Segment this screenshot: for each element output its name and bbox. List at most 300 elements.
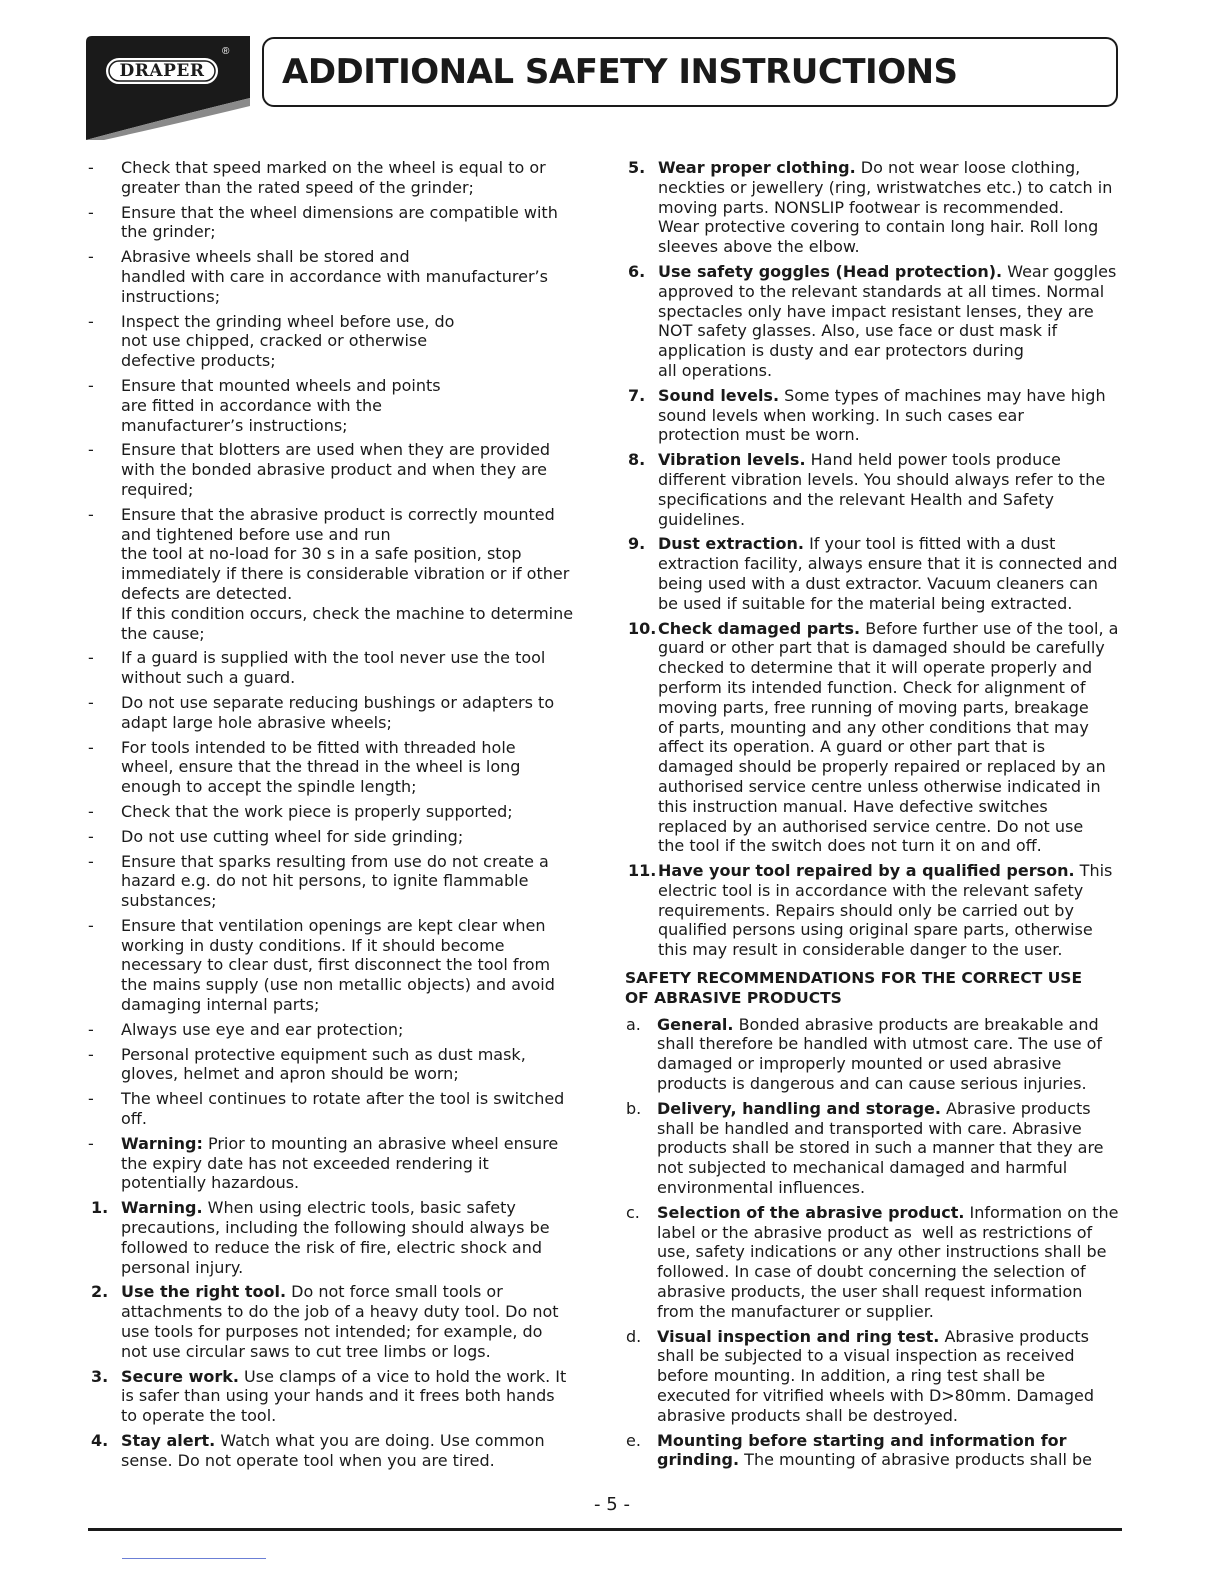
item-line bbox=[121, 827, 588, 847]
item-line bbox=[658, 574, 1125, 594]
item-marker: 3. bbox=[91, 1366, 109, 1386]
item-line bbox=[658, 901, 1125, 921]
dash-list-item bbox=[88, 247, 588, 306]
item-line bbox=[658, 698, 1125, 718]
item-line bbox=[658, 638, 1125, 658]
item-text: gloves, helmet and apron should be worn; bbox=[121, 1064, 459, 1084]
item-text: Prior to mounting an abrasive wheel ensure bbox=[202, 1133, 559, 1153]
item-marker: - bbox=[88, 311, 94, 331]
item-marker: e. bbox=[626, 1430, 641, 1450]
item-text: Some types of machines may have high bbox=[779, 385, 1106, 405]
item-line bbox=[658, 658, 1125, 678]
item-line bbox=[658, 341, 1125, 361]
item-text: Personal protective equipment such as dust mask, bbox=[121, 1044, 526, 1064]
item-marker: - bbox=[88, 648, 94, 668]
item-line bbox=[658, 797, 1125, 817]
section-heading-line: SAFETY RECOMMENDATIONS FOR THE CORRECT USE bbox=[625, 969, 1083, 988]
item-text: Ensure that mounted wheels and points bbox=[121, 375, 441, 395]
item-line bbox=[657, 1431, 1125, 1451]
item-line bbox=[121, 995, 588, 1015]
item-text: all operations. bbox=[658, 360, 773, 380]
item-text: hazard e.g. do not hit persons, to ignite flammable bbox=[121, 871, 529, 891]
item-line bbox=[121, 777, 588, 797]
item-lead: Have your tool repaired by a qualified person. bbox=[658, 861, 1075, 881]
item-text: not use circular saws to cut tree limbs or logs. bbox=[121, 1341, 491, 1361]
item-line bbox=[121, 247, 588, 267]
item-text: The mounting of abrasive products shall be bbox=[739, 1450, 1093, 1470]
item-line bbox=[121, 693, 588, 713]
item-line bbox=[121, 1064, 588, 1084]
item-line bbox=[658, 757, 1125, 777]
item-text: checked to determine that it will operate properly and bbox=[658, 658, 1093, 678]
item-text: Ensure that sparks resulting from use do not create a bbox=[121, 851, 549, 871]
item-text: the tool at no-load for 30 s in a safe position, stop bbox=[121, 544, 522, 564]
item-text: damaged should be properly repaired or replaced by an bbox=[658, 757, 1106, 777]
numbered-list-item bbox=[625, 386, 1125, 445]
item-lead: Use the right tool. bbox=[121, 1282, 287, 1302]
item-line bbox=[657, 1366, 1125, 1386]
item-line bbox=[121, 1218, 588, 1238]
item-line bbox=[658, 817, 1125, 837]
item-lead: grinding. bbox=[657, 1450, 740, 1470]
item-line bbox=[121, 1109, 588, 1129]
item-text: handled with care in accordance with manufacturer’s bbox=[121, 266, 548, 286]
item-text: precautions, including the following should always be bbox=[121, 1218, 550, 1238]
item-text: damaging internal parts; bbox=[121, 995, 320, 1015]
item-text: defective products; bbox=[121, 351, 276, 371]
item-text: shall therefore be handled with utmost care. The use of bbox=[657, 1034, 1103, 1054]
item-lead: Warning. bbox=[121, 1198, 203, 1218]
item-line bbox=[658, 262, 1125, 282]
item-text: Ensure that the wheel dimensions are compatible with bbox=[121, 202, 558, 222]
item-marker: - bbox=[88, 375, 94, 395]
dash-list-item bbox=[88, 738, 588, 797]
item-lead: Warning: bbox=[121, 1133, 203, 1153]
item-text: perform its intended function. Check for alignment of bbox=[658, 677, 1086, 697]
item-text: If your tool is fitted with a dust bbox=[804, 534, 1056, 554]
numbered-list-item bbox=[625, 534, 1125, 613]
item-line bbox=[658, 470, 1125, 490]
item-line bbox=[121, 871, 588, 891]
item-marker: 1. bbox=[91, 1198, 109, 1218]
brand-name: DRAPER bbox=[119, 61, 205, 81]
item-line bbox=[121, 1020, 588, 1040]
item-line bbox=[121, 975, 588, 995]
item-line bbox=[657, 1327, 1125, 1347]
item-line bbox=[657, 1099, 1125, 1119]
item-marker: - bbox=[88, 1133, 94, 1153]
item-line bbox=[658, 881, 1125, 901]
item-text: instructions; bbox=[121, 286, 221, 306]
item-line bbox=[658, 198, 1125, 218]
item-text: Wear protective covering to contain long hair. Roll long bbox=[658, 217, 1099, 237]
item-line bbox=[658, 158, 1125, 178]
item-line bbox=[121, 396, 588, 416]
item-text: necessary to clear dust, first disconnect the tool from bbox=[121, 955, 551, 975]
item-line bbox=[658, 217, 1125, 237]
item-text: be used if suitable for the material being extracted. bbox=[658, 593, 1073, 613]
item-line bbox=[121, 1198, 588, 1218]
item-line bbox=[121, 178, 588, 198]
item-text: application is dusty and ear protectors during bbox=[658, 341, 1024, 361]
dash-list-item bbox=[88, 376, 588, 435]
dash-list-item bbox=[88, 693, 588, 733]
item-text: The wheel continues to rotate after the tool is switched bbox=[121, 1089, 565, 1109]
dash-list-item bbox=[88, 440, 588, 499]
item-line bbox=[657, 1242, 1125, 1262]
dash-list-item bbox=[88, 1020, 588, 1040]
item-lead: Delivery, handling and storage. bbox=[657, 1098, 941, 1118]
item-line bbox=[658, 920, 1125, 940]
item-text: Ensure that ventilation openings are kept clear when bbox=[121, 915, 546, 935]
item-line bbox=[121, 955, 588, 975]
item-line bbox=[657, 1302, 1125, 1322]
item-text: Inspect the grinding wheel before use, do bbox=[121, 311, 455, 331]
item-line bbox=[121, 1451, 588, 1471]
item-text: abrasive products shall be destroyed. bbox=[657, 1405, 959, 1425]
numbered-list-item bbox=[88, 1198, 588, 1277]
item-marker: d. bbox=[626, 1326, 642, 1346]
item-line bbox=[121, 648, 588, 668]
item-line bbox=[658, 406, 1125, 426]
item-text: approved to the relevant standards at all times. Normal bbox=[658, 281, 1105, 301]
item-line bbox=[121, 1302, 588, 1322]
item-lead: Secure work. bbox=[121, 1366, 239, 1386]
item-line bbox=[658, 777, 1125, 797]
item-line bbox=[658, 940, 1125, 960]
item-text: without such a guard. bbox=[121, 668, 296, 688]
item-marker: 6. bbox=[628, 261, 646, 281]
item-text: shall be handled and transported with care. Abrasive bbox=[657, 1118, 1082, 1138]
item-line bbox=[121, 624, 588, 644]
item-text: requirements. Repairs should only be carried out by bbox=[658, 900, 1074, 920]
item-text: not use chipped, cracked or otherwise bbox=[121, 331, 428, 351]
item-lead: Wear proper clothing. bbox=[658, 158, 856, 177]
dash-list-item bbox=[88, 827, 588, 847]
numbered-list-item bbox=[625, 262, 1125, 381]
item-lead: Check damaged parts. bbox=[658, 618, 861, 638]
item-marker: 5. bbox=[628, 158, 646, 177]
item-line bbox=[658, 678, 1125, 698]
item-line bbox=[121, 1134, 588, 1154]
item-text: sound levels when working. In such cases ear bbox=[658, 405, 1024, 425]
footer-divider bbox=[88, 1528, 1122, 1531]
item-marker: - bbox=[88, 1019, 94, 1039]
item-line bbox=[657, 1223, 1125, 1243]
item-line bbox=[121, 222, 588, 242]
item-text: specifications and the relevant Health and Safety bbox=[658, 489, 1054, 509]
item-line bbox=[121, 738, 588, 758]
item-marker: - bbox=[88, 504, 94, 524]
item-text: are fitted in accordance with the bbox=[121, 395, 382, 415]
item-line bbox=[658, 534, 1125, 554]
item-marker: - bbox=[88, 440, 94, 460]
item-text: different vibration levels. You should always refer to the bbox=[658, 469, 1106, 489]
item-line bbox=[657, 1282, 1125, 1302]
item-text: Ensure that blotters are used when they are provided bbox=[121, 440, 551, 460]
item-text: Use clamps of a vice to hold the work. It bbox=[238, 1366, 567, 1386]
item-text: Abrasive products bbox=[939, 1326, 1089, 1346]
item-line bbox=[121, 668, 588, 688]
item-marker: - bbox=[88, 692, 94, 712]
item-marker: - bbox=[88, 202, 94, 222]
right-numbered-list bbox=[625, 158, 1125, 960]
item-lead: Dust extraction. bbox=[658, 534, 804, 554]
item-line bbox=[658, 321, 1125, 341]
item-lead: Sound levels. bbox=[658, 385, 780, 405]
item-marker: - bbox=[88, 1044, 94, 1064]
dash-list-item bbox=[88, 312, 588, 371]
item-line bbox=[658, 861, 1125, 881]
item-text: NOT safety glasses. Also, use face or dust mask if bbox=[658, 321, 1058, 341]
item-line bbox=[658, 302, 1125, 322]
item-line bbox=[121, 440, 588, 460]
item-text: qualified persons using original spare parts, otherwise bbox=[658, 920, 1093, 940]
item-marker: - bbox=[88, 158, 94, 177]
dash-list-item bbox=[88, 852, 588, 911]
item-lead: Stay alert. bbox=[121, 1431, 216, 1451]
numbered-list-item bbox=[88, 1431, 588, 1471]
item-line bbox=[658, 361, 1125, 381]
item-line bbox=[121, 1173, 588, 1193]
item-line bbox=[121, 1045, 588, 1065]
item-text: Check that the work piece is properly supported; bbox=[121, 801, 513, 821]
item-line bbox=[121, 802, 588, 822]
left-numbered-list bbox=[88, 1198, 588, 1470]
item-line bbox=[658, 737, 1125, 757]
item-text: sleeves above the elbow. bbox=[658, 237, 860, 257]
numbered-list-item bbox=[88, 1282, 588, 1361]
item-text: Check that speed marked on the wheel is equal to or bbox=[121, 158, 546, 177]
item-lead: Use safety goggles (Head protection). bbox=[658, 261, 1003, 281]
item-line bbox=[121, 1154, 588, 1174]
page-title-box bbox=[262, 37, 1118, 107]
item-text: Bonded abrasive products are breakable and bbox=[733, 1014, 1099, 1034]
item-text: products shall be stored in such a manner that they are bbox=[657, 1138, 1104, 1158]
item-line bbox=[658, 510, 1125, 530]
dash-list-item bbox=[88, 802, 588, 822]
item-text: guidelines. bbox=[658, 509, 746, 529]
item-text: executed for vitrified wheels with D>80mm. Damaged bbox=[657, 1386, 1095, 1406]
item-marker: 4. bbox=[91, 1431, 109, 1451]
item-line bbox=[121, 351, 588, 371]
item-text: use, safety indications or any other instructions shall be bbox=[657, 1242, 1107, 1262]
item-line bbox=[657, 1262, 1125, 1282]
item-marker: 10. bbox=[628, 618, 657, 638]
item-line bbox=[658, 619, 1125, 639]
item-line bbox=[658, 718, 1125, 738]
right-column bbox=[625, 158, 1125, 1475]
item-text: followed. In case of doubt concerning the selection of bbox=[657, 1262, 1086, 1282]
item-text: replaced by an authorised service centre. Do not use bbox=[658, 816, 1084, 836]
item-line bbox=[657, 1178, 1125, 1198]
numbered-list-item bbox=[88, 1367, 588, 1426]
lettered-list-item bbox=[625, 1015, 1125, 1094]
item-line bbox=[121, 480, 588, 500]
item-text: greater than the rated speed of the grinder; bbox=[121, 177, 474, 197]
item-text: spectacles only have impact resistant lenses, they are bbox=[658, 301, 1094, 321]
right-lettered-list bbox=[625, 1015, 1125, 1471]
numbered-list-item bbox=[625, 861, 1125, 960]
item-text: before mounting. In addition, a ring test shall be bbox=[657, 1366, 1046, 1386]
footer-link-underline bbox=[122, 1558, 266, 1559]
dash-list-item bbox=[88, 505, 588, 644]
item-marker: - bbox=[88, 737, 94, 757]
item-text: substances; bbox=[121, 891, 217, 911]
dash-list-item bbox=[88, 203, 588, 243]
item-text: this instruction manual. Have defective switches bbox=[658, 796, 1048, 816]
item-text: abrasive products, the user shall request information bbox=[657, 1282, 1083, 1302]
item-line bbox=[658, 554, 1125, 574]
item-text: When using electric tools, basic safety bbox=[202, 1198, 516, 1218]
item-line bbox=[121, 505, 588, 525]
item-line bbox=[657, 1346, 1125, 1366]
item-text: environmental influences. bbox=[657, 1178, 866, 1198]
dash-list-item bbox=[88, 1089, 588, 1129]
item-line bbox=[657, 1203, 1125, 1223]
item-line bbox=[657, 1138, 1125, 1158]
item-line bbox=[657, 1074, 1125, 1094]
item-line bbox=[658, 425, 1125, 445]
item-text: authorised service centre unless otherwise indicated in bbox=[658, 776, 1101, 796]
item-text: followed to reduce the risk of fire, electric shock and bbox=[121, 1237, 543, 1257]
left-column bbox=[88, 158, 588, 1476]
item-text: affect its operation. A guard or other part that is bbox=[658, 737, 1046, 757]
item-text: with the bonded abrasive product and when they are bbox=[121, 460, 548, 480]
item-text: required; bbox=[121, 479, 194, 499]
item-line bbox=[121, 564, 588, 584]
item-text: protection must be worn. bbox=[658, 425, 860, 445]
item-text: potentially hazardous. bbox=[121, 1173, 300, 1193]
item-marker: 8. bbox=[628, 450, 646, 470]
item-marker: 11. bbox=[628, 861, 657, 881]
item-text: the cause; bbox=[121, 623, 205, 643]
registered-mark: ® bbox=[222, 46, 230, 57]
item-text: adapt large hole abrasive wheels; bbox=[121, 712, 392, 732]
item-line bbox=[121, 312, 588, 332]
item-marker: - bbox=[88, 826, 94, 846]
left-dash-list bbox=[88, 158, 588, 1129]
item-text: extraction facility, always ensure that it is connected and bbox=[658, 554, 1118, 574]
item-text: this may result in considerable danger to the user. bbox=[658, 940, 1063, 960]
item-line bbox=[121, 525, 588, 545]
item-line bbox=[121, 331, 588, 351]
item-line bbox=[121, 203, 588, 223]
warning-list-item bbox=[88, 1134, 588, 1193]
item-lead: Visual inspection and ring test. bbox=[657, 1326, 940, 1346]
item-text: immediately if there is considerable vibration or if other bbox=[121, 564, 570, 584]
item-text: Do not use separate reducing bushings or adapters to bbox=[121, 692, 555, 712]
page-number: - 5 - bbox=[594, 1494, 630, 1515]
item-text: Watch what you are doing. Use common bbox=[215, 1431, 545, 1451]
item-text: is safer than using your hands and it frees both hands bbox=[121, 1386, 555, 1406]
item-text: shall be subjected to a visual inspection as received bbox=[657, 1346, 1075, 1366]
item-line bbox=[121, 936, 588, 956]
item-marker: - bbox=[88, 1089, 94, 1109]
item-line bbox=[121, 584, 588, 604]
item-marker: - bbox=[88, 915, 94, 935]
item-text: Abrasive wheels shall be stored and bbox=[121, 247, 410, 267]
item-line bbox=[121, 852, 588, 872]
item-line bbox=[658, 237, 1125, 257]
item-line bbox=[121, 1322, 588, 1342]
item-text: use tools for purposes not intended; for example, do bbox=[121, 1322, 543, 1342]
item-line bbox=[121, 158, 588, 178]
lettered-list-item bbox=[625, 1203, 1125, 1322]
item-line bbox=[658, 178, 1125, 198]
item-text: enough to accept the spindle length; bbox=[121, 777, 417, 797]
item-text: This bbox=[1074, 861, 1113, 881]
dash-list-item bbox=[88, 916, 588, 1015]
item-line bbox=[657, 1034, 1125, 1054]
item-line bbox=[657, 1450, 1125, 1470]
item-line bbox=[121, 267, 588, 287]
dash-list-item bbox=[88, 1045, 588, 1085]
item-text: the grinder; bbox=[121, 222, 216, 242]
item-line bbox=[121, 604, 588, 624]
numbered-list-item bbox=[625, 619, 1125, 857]
item-lead: Vibration levels. bbox=[658, 450, 806, 470]
item-text: to operate the tool. bbox=[121, 1406, 277, 1426]
item-lead: General. bbox=[657, 1014, 734, 1034]
item-line bbox=[657, 1119, 1125, 1139]
item-marker: - bbox=[88, 247, 94, 267]
item-marker: 2. bbox=[91, 1282, 109, 1302]
item-text: electric tool is in accordance with the relevant safety bbox=[658, 880, 1084, 900]
item-text: Do not use cutting wheel for side grinding; bbox=[121, 826, 464, 846]
item-text: sense. Do not operate tool when you are tired. bbox=[121, 1450, 495, 1470]
item-line bbox=[121, 1386, 588, 1406]
item-text: the mains supply (use non metallic objects) and avoid bbox=[121, 975, 555, 995]
item-text: moving parts. NONSLIP footwear is recommended. bbox=[658, 197, 1064, 217]
page-title: ADDITIONAL SAFETY INSTRUCTIONS bbox=[282, 52, 958, 92]
dash-list-item bbox=[88, 158, 588, 198]
item-line bbox=[658, 836, 1125, 856]
item-text: the tool if the switch does not turn it on and off. bbox=[658, 836, 1042, 856]
item-line bbox=[121, 1342, 588, 1362]
item-line bbox=[121, 1238, 588, 1258]
item-line bbox=[121, 416, 588, 436]
item-line bbox=[657, 1158, 1125, 1178]
item-line bbox=[121, 1431, 588, 1451]
lettered-list-item bbox=[625, 1099, 1125, 1198]
item-marker: - bbox=[88, 801, 94, 821]
item-line bbox=[121, 544, 588, 564]
item-text: defects are detected. bbox=[121, 583, 293, 603]
item-line bbox=[121, 1282, 588, 1302]
item-line bbox=[658, 490, 1125, 510]
item-lead: Mounting before starting and information for bbox=[657, 1430, 1067, 1450]
item-line bbox=[121, 713, 588, 733]
item-line bbox=[121, 1089, 588, 1109]
item-marker: - bbox=[88, 851, 94, 871]
item-text: moving parts, free running of moving parts, breakage bbox=[658, 697, 1089, 717]
item-text: being used with a dust extractor. Vacuum cleaners can bbox=[658, 573, 1099, 593]
item-text: Hand held power tools produce bbox=[805, 450, 1061, 470]
item-text: Always use eye and ear protection; bbox=[121, 1019, 404, 1039]
item-text: personal injury. bbox=[121, 1257, 244, 1277]
item-text: Ensure that the abrasive product is correctly mounted bbox=[121, 504, 555, 524]
item-line bbox=[658, 450, 1125, 470]
item-text: Abrasive products bbox=[940, 1098, 1091, 1118]
item-line bbox=[121, 460, 588, 480]
item-text: wheel, ensure that the thread in the wheel is long bbox=[121, 757, 521, 777]
item-text: neckties or jewellery (ring, wristwatches etc.) to catch in bbox=[658, 177, 1113, 197]
item-marker: 7. bbox=[628, 385, 646, 405]
numbered-list-item bbox=[625, 158, 1125, 257]
item-line bbox=[657, 1386, 1125, 1406]
item-text: Wear goggles bbox=[1002, 261, 1117, 281]
